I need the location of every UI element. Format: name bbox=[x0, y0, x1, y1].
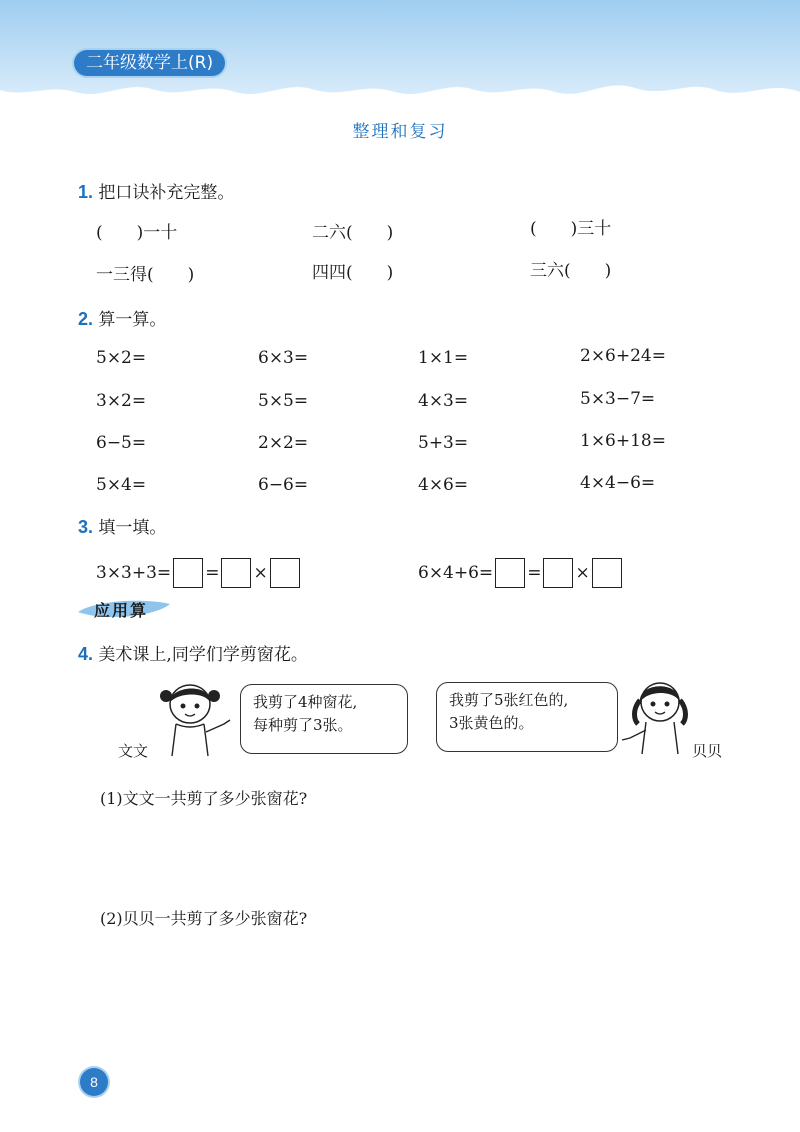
calc-item[interactable]: 3×2= bbox=[96, 391, 147, 411]
answer-box[interactable] bbox=[270, 558, 300, 588]
question-3 bbox=[78, 515, 166, 540]
calc-item[interactable]: 2×6+24= bbox=[580, 346, 666, 366]
fill-expression-2 bbox=[418, 558, 622, 588]
calc-item[interactable]: 6×3= bbox=[258, 348, 309, 368]
answer-box[interactable] bbox=[543, 558, 573, 588]
speech-bubble-beibei bbox=[436, 682, 618, 752]
question-text: 填一填。 bbox=[98, 518, 167, 538]
girl-beibei-icon bbox=[618, 676, 698, 756]
question-text: 算一算。 bbox=[98, 310, 167, 330]
bubble-line: 我剪了5张红色的, bbox=[449, 691, 569, 709]
calc-item[interactable]: 4×3= bbox=[418, 391, 469, 411]
page-number: 8 bbox=[80, 1068, 108, 1096]
calc-item[interactable]: 5×2= bbox=[96, 348, 147, 368]
section-title: 整理和复习 bbox=[352, 122, 448, 142]
equals-sign: = bbox=[205, 563, 220, 583]
fill-blank-item[interactable]: 四四( ) bbox=[312, 263, 394, 283]
answer-box[interactable] bbox=[592, 558, 622, 588]
name-wenwen: 文文 bbox=[118, 742, 149, 760]
question-4 bbox=[78, 642, 308, 667]
question-number: 3. bbox=[78, 517, 94, 537]
bubble-line: 3张黄色的。 bbox=[449, 714, 534, 732]
name-beibei: 贝贝 bbox=[692, 742, 723, 760]
calc-item[interactable]: 6−5= bbox=[96, 433, 147, 453]
calc-item[interactable]: 1×6+18= bbox=[580, 431, 666, 451]
calc-item[interactable]: 5×5= bbox=[258, 391, 309, 411]
calc-item[interactable]: 5×3−7= bbox=[580, 389, 656, 409]
equals-sign: = bbox=[527, 563, 542, 583]
calc-item[interactable]: 4×4−6= bbox=[580, 473, 656, 493]
sub-question-1: (1)文文一共剪了多少张窗花? bbox=[100, 789, 308, 808]
times-sign: × bbox=[575, 563, 590, 583]
expression-text: 6×4+6= bbox=[418, 563, 494, 583]
question-text: 美术课上,同学们学剪窗花。 bbox=[98, 645, 308, 665]
fill-blank-item[interactable]: 二六( ) bbox=[312, 223, 394, 243]
question-2 bbox=[78, 307, 166, 332]
girl-wenwen-icon bbox=[150, 680, 240, 758]
calc-item[interactable]: 5×4= bbox=[96, 475, 147, 495]
question-number: 2. bbox=[78, 309, 94, 329]
question-text: 把口诀补充完整。 bbox=[98, 183, 235, 203]
fill-expression-1 bbox=[96, 558, 300, 588]
calc-item[interactable]: 4×6= bbox=[418, 475, 469, 495]
calc-item[interactable]: 1×1= bbox=[418, 348, 469, 368]
calc-item[interactable]: 2×2= bbox=[258, 433, 309, 453]
fill-blank-item[interactable]: 一三得( ) bbox=[96, 265, 195, 285]
fill-blank-item[interactable]: 三六( ) bbox=[530, 261, 612, 281]
answer-box[interactable] bbox=[495, 558, 525, 588]
book-label: 二年级数学上(R) bbox=[74, 50, 225, 76]
question-number: 1. bbox=[78, 182, 94, 202]
times-sign: × bbox=[253, 563, 268, 583]
speech-bubble-wenwen bbox=[240, 684, 408, 754]
question-1 bbox=[78, 180, 234, 205]
fill-blank-item[interactable]: ( )三十 bbox=[530, 219, 612, 239]
answer-box[interactable] bbox=[221, 558, 251, 588]
expression-text: 3×3+3= bbox=[96, 563, 172, 583]
bubble-line: 每种剪了3张。 bbox=[253, 716, 353, 734]
application-tag bbox=[76, 596, 172, 622]
answer-box[interactable] bbox=[173, 558, 203, 588]
question-number: 4. bbox=[78, 644, 94, 664]
bubble-line: 我剪了4种窗花, bbox=[253, 693, 358, 711]
calc-item[interactable]: 5+3= bbox=[418, 433, 469, 453]
sub-question-2: (2)贝贝一共剪了多少张窗花? bbox=[100, 909, 308, 928]
fill-blank-item[interactable]: ( )一十 bbox=[96, 223, 178, 243]
application-tag-label: 应用算 bbox=[94, 601, 149, 620]
calc-item[interactable]: 6−6= bbox=[258, 475, 309, 495]
